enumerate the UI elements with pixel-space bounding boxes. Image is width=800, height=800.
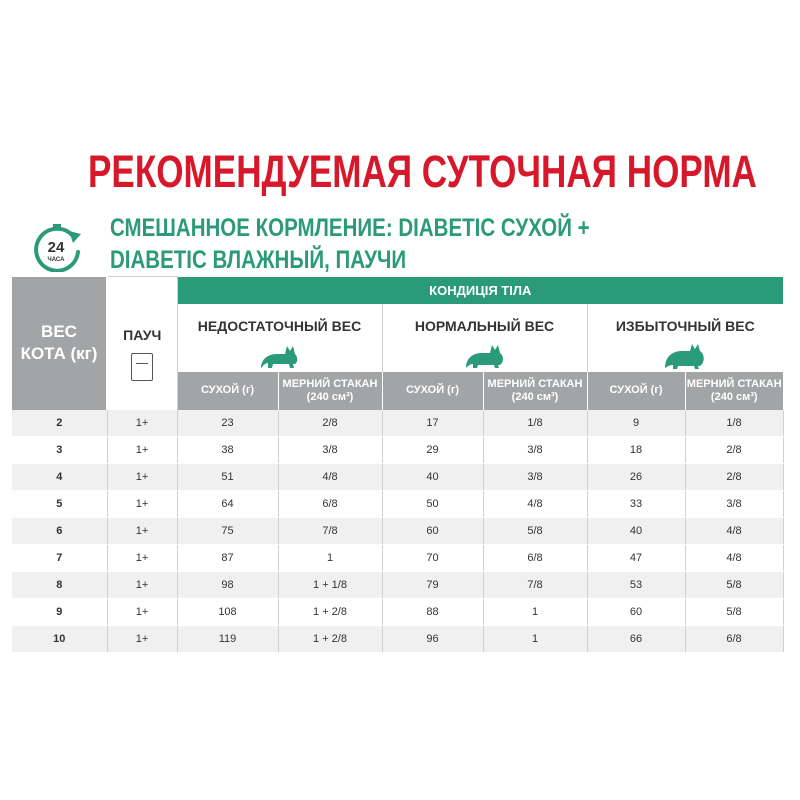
weight-header-line-2: КОТА (кг) [20,344,98,363]
cell-over-cup: 6/8 [685,625,783,652]
cell-under-dry: 64 [177,490,278,517]
cell-pouch: 1+ [107,490,177,517]
cell-under-cup: 6/8 [278,490,382,517]
table-row [12,410,783,437]
cell-normal-cup: 4/8 [483,490,587,517]
cell-under-cup: 1 [278,544,382,571]
cup-label-2: (240 см³) [710,390,758,403]
cell-under-cup: 1 + 2/8 [278,598,382,625]
cell-over-dry: 60 [587,598,685,625]
cell-normal-cup: 5/8 [483,517,587,544]
dry-header: СУХОЙ (г) [177,372,278,410]
cell-pouch: 1+ [107,598,177,625]
cell-over-cup: 4/8 [685,544,783,571]
cell-pouch: 1+ [107,410,177,437]
table-body [12,410,783,653]
weight-header-line-1: ВЕС [41,322,77,341]
table-row [12,571,783,598]
cell-under-cup: 3/8 [278,436,382,463]
feeding-table [12,276,784,653]
cell-normal-dry: 70 [382,544,483,571]
cell-pouch: 1+ [107,625,177,652]
cell-over-cup: 3/8 [685,490,783,517]
cell-normal-cup: 7/8 [483,571,587,598]
cup-label-1: МЕРНИЙ СТАКАН [282,377,378,390]
cell-over-dry: 53 [587,571,685,598]
status-label: НОРМАЛЬНЫЙ ВЕС [414,317,555,334]
cell-normal-dry: 50 [382,490,483,517]
cat-icon [257,342,303,370]
cell-under-cup: 7/8 [278,517,382,544]
cup-header [483,372,587,410]
clock-unit: ЧАСА [47,257,65,263]
cell-normal-dry: 17 [382,410,483,437]
cell-over-dry: 26 [587,463,685,490]
cell-under-dry: 119 [177,625,278,652]
cup-label-1: МЕРНИЙ СТАКАН [686,377,782,390]
cell-over-dry: 66 [587,625,685,652]
cell-over-cup: 2/8 [685,463,783,490]
cell-over-dry: 18 [587,436,685,463]
cell-normal-dry: 40 [382,463,483,490]
table-row [12,517,783,544]
cell-over-cup: 5/8 [685,598,783,625]
cell-weight: 7 [12,544,107,571]
table-row [12,436,783,463]
cell-normal-cup: 1 [483,625,587,652]
status-label: НЕДОСТАТОЧНЫЙ ВЕС [197,317,362,334]
cell-normal-dry: 79 [382,571,483,598]
cell-weight: 3 [12,436,107,463]
status-overweight [587,304,783,372]
cell-under-dry: 23 [177,410,278,437]
cell-pouch: 1+ [107,571,177,598]
cell-normal-cup: 1/8 [483,410,587,437]
table-row [12,625,783,652]
pouch-header-label: ПАУЧ [123,327,162,343]
status-label: ИЗБЫТОЧНЫЙ ВЕС [615,317,755,334]
cell-over-dry: 47 [587,544,685,571]
cell-under-cup: 2/8 [278,410,382,437]
cell-over-cup: 1/8 [685,410,783,437]
pouch-icon [131,353,153,381]
dry-header: СУХОЙ (г) [587,372,685,410]
cell-normal-dry: 88 [382,598,483,625]
cell-pouch: 1+ [107,517,177,544]
cell-over-dry: 9 [587,410,685,437]
cell-under-dry: 87 [177,544,278,571]
cell-over-dry: 33 [587,490,685,517]
cup-label-2: (240 см³) [306,390,354,403]
cell-weight: 8 [12,571,107,598]
cell-pouch: 1+ [107,436,177,463]
cell-under-dry: 108 [177,598,278,625]
cell-weight: 9 [12,598,107,625]
dry-header: СУХОЙ (г) [382,372,483,410]
cell-weight: 5 [12,490,107,517]
status-normal [382,304,587,372]
cell-over-cup: 5/8 [685,571,783,598]
cell-normal-cup: 3/8 [483,463,587,490]
body-condition-header: КОНДИЦІЯ ТІЛА [177,277,783,304]
table-row [12,544,783,571]
cell-normal-dry: 29 [382,436,483,463]
cup-label-1: МЕРНИЙ СТАКАН [487,377,583,390]
page-title: РЕКОМЕНДУЕМАЯ СУТОЧНАЯ НОРМА [88,146,757,197]
cell-under-cup: 1 + 1/8 [278,571,382,598]
pouch-header [107,277,177,410]
cell-normal-cup: 3/8 [483,436,587,463]
clock-number: 24 [47,239,65,256]
cell-under-dry: 75 [177,517,278,544]
cell-normal-dry: 60 [382,517,483,544]
status-underweight [177,304,382,372]
cell-over-cup: 2/8 [685,436,783,463]
cell-under-dry: 38 [177,436,278,463]
table-row [12,598,783,625]
clock-24h-icon [29,222,85,272]
cell-weight: 4 [12,463,107,490]
cell-over-dry: 40 [587,517,685,544]
cat-icon [662,342,708,370]
subtitle-line-2: DIABETIC ВЛАЖНЫЙ, ПАУЧИ [110,246,407,274]
cup-header [685,372,783,410]
cell-weight: 2 [12,410,107,437]
cell-over-cup: 4/8 [685,517,783,544]
cell-under-dry: 98 [177,571,278,598]
cup-header [278,372,382,410]
weight-header [12,277,107,410]
cell-under-cup: 4/8 [278,463,382,490]
cell-pouch: 1+ [107,544,177,571]
table-row [12,490,783,517]
cell-pouch: 1+ [107,463,177,490]
cat-icon [462,342,508,370]
cell-under-cup: 1 + 2/8 [278,625,382,652]
cell-weight: 6 [12,517,107,544]
cup-label-2: (240 см³) [511,390,559,403]
subtitle [110,212,590,276]
table-row [12,463,783,490]
cell-normal-cup: 1 [483,598,587,625]
cell-normal-cup: 6/8 [483,544,587,571]
subtitle-line-1: СМЕШАННОЕ КОРМЛЕНИЕ: DIABETIC СУХОЙ + [110,214,590,242]
cell-normal-dry: 96 [382,625,483,652]
cell-under-dry: 51 [177,463,278,490]
cell-weight: 10 [12,625,107,652]
